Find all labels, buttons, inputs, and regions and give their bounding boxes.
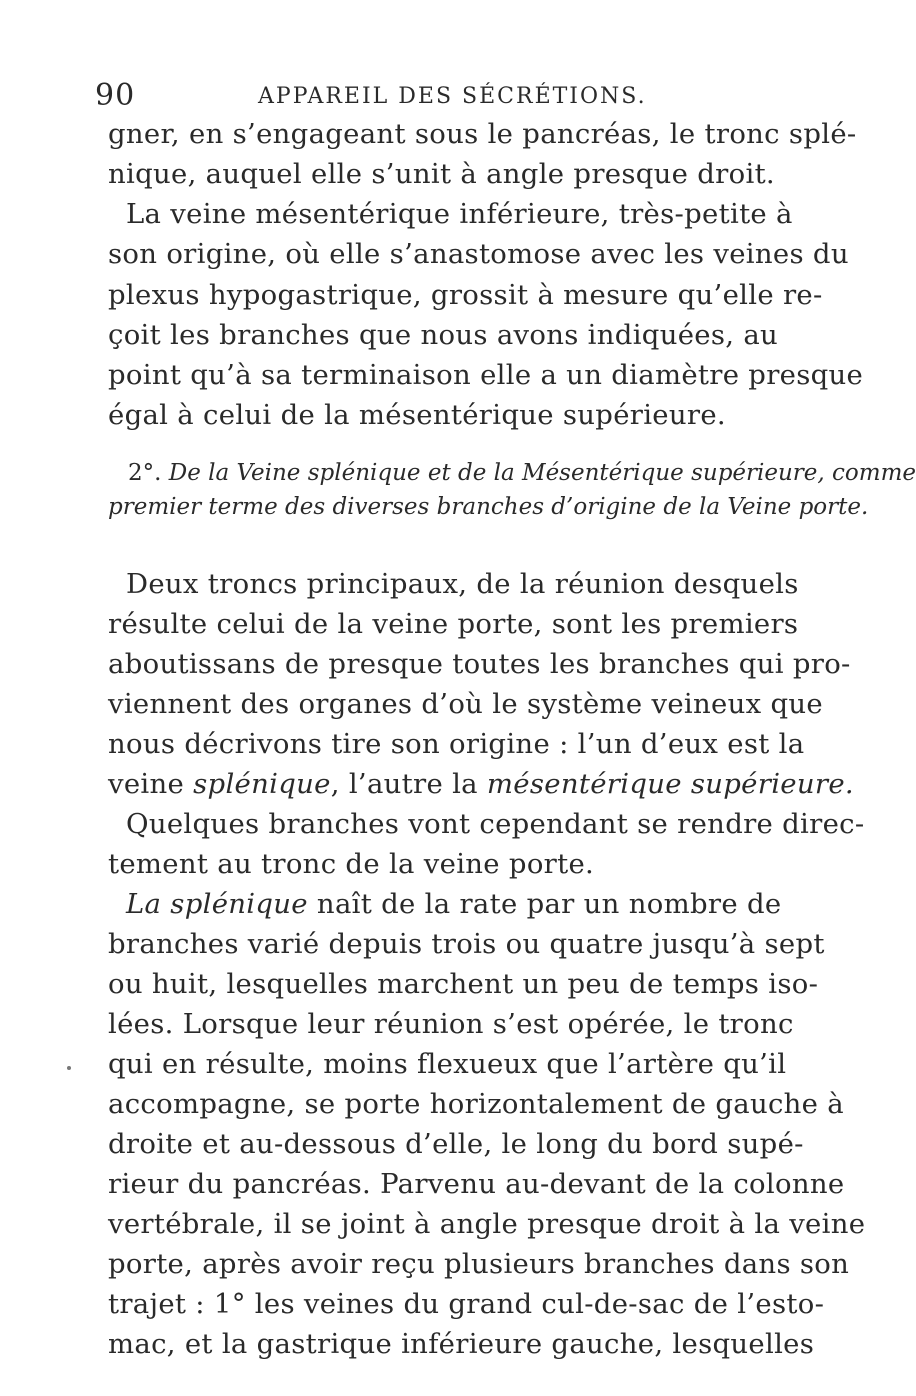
text-line: Deux troncs principaux, de la réunion desquels (126, 568, 799, 600)
text-line: nous décrivons tire son origine : l’un d’eux est la (108, 728, 805, 760)
text-line: tement au tronc de la veine porte. (108, 848, 595, 880)
heading-line: premier terme des diverses branches d’origine de la Veine porte. (108, 494, 869, 520)
text-line: çoit les branches que nous avons indiquées, au (108, 319, 779, 351)
emphasis-text: splénique (193, 768, 331, 800)
text-line (108, 768, 854, 800)
text-run: naît de la rate par un nombre de (307, 888, 782, 920)
text-line: plexus hypogastrique, grossit à mesure qu’elle re- (108, 279, 823, 311)
page-number: 90 (95, 78, 136, 113)
text-line: branches varié depuis trois ou quatre jusqu’à sept (108, 928, 825, 960)
text-line: porte, après avoir reçu plusieurs branches dans son (108, 1248, 850, 1280)
text-line: résulte celui de la veine porte, sont les premiers (108, 608, 799, 640)
text-line: rieur du pancréas. Parvenu au-devant de la colonne (108, 1168, 845, 1200)
text-line: égal à celui de la mésentérique supérieure. (108, 399, 726, 431)
text-run: veine (108, 768, 194, 800)
text-line: Quelques branches vont cependant se rendre direc- (126, 808, 865, 840)
text-line: mac, et la gastrique inférieure gauche, lesquelles (108, 1328, 815, 1360)
text-line: accompagne, se porte horizontalement de gauche à (108, 1088, 844, 1120)
text-line: trajet : 1° les veines du grand cul-de-sac de l’esto- (108, 1288, 825, 1320)
text-line (126, 888, 782, 920)
section-number: 2°. (128, 460, 162, 486)
emphasis-text: mésentérique supérieure. (486, 768, 854, 800)
text-line: qui en résulte, moins flexueux que l’artère qu’il (108, 1048, 787, 1080)
text-line: viennent des organes d’où le système veineux que (108, 688, 823, 720)
text-line: lées. Lorsque leur réunion s’est opérée, le tronc (108, 1008, 794, 1040)
text-line: point qu’à sa terminaison elle a un diamètre presque (108, 359, 864, 391)
text-line: son origine, où elle s’anastomose avec les veines du (108, 238, 849, 270)
running-head: APPAREIL DES SÉCRÉTIONS. (258, 84, 647, 109)
text-line: La veine mésentérique inférieure, très-petite à (126, 198, 793, 230)
text-line: droite et au-dessous d’elle, le long du bord supé- (108, 1128, 804, 1160)
page-header (95, 78, 765, 112)
heading-line (128, 460, 916, 486)
text-line: ou huit, lesquelles marchent un peu de temps iso- (108, 968, 819, 1000)
text-line: gner, en s’engageant sous le pancréas, le tronc splé- (108, 118, 857, 150)
heading-text: De la Veine splénique et de la Mésentérique supérieure, comme (168, 460, 916, 486)
text-line: nique, auquel elle s’unit à angle presque droit. (108, 158, 775, 190)
ink-speck (67, 1066, 71, 1070)
text-line: vertébrale, il se joint à angle presque droit à la veine (108, 1208, 866, 1240)
emphasis-text: La splénique (126, 888, 308, 920)
text-run: , l’autre la (330, 768, 487, 800)
text-line: aboutissans de presque toutes les branches qui pro- (108, 648, 851, 680)
